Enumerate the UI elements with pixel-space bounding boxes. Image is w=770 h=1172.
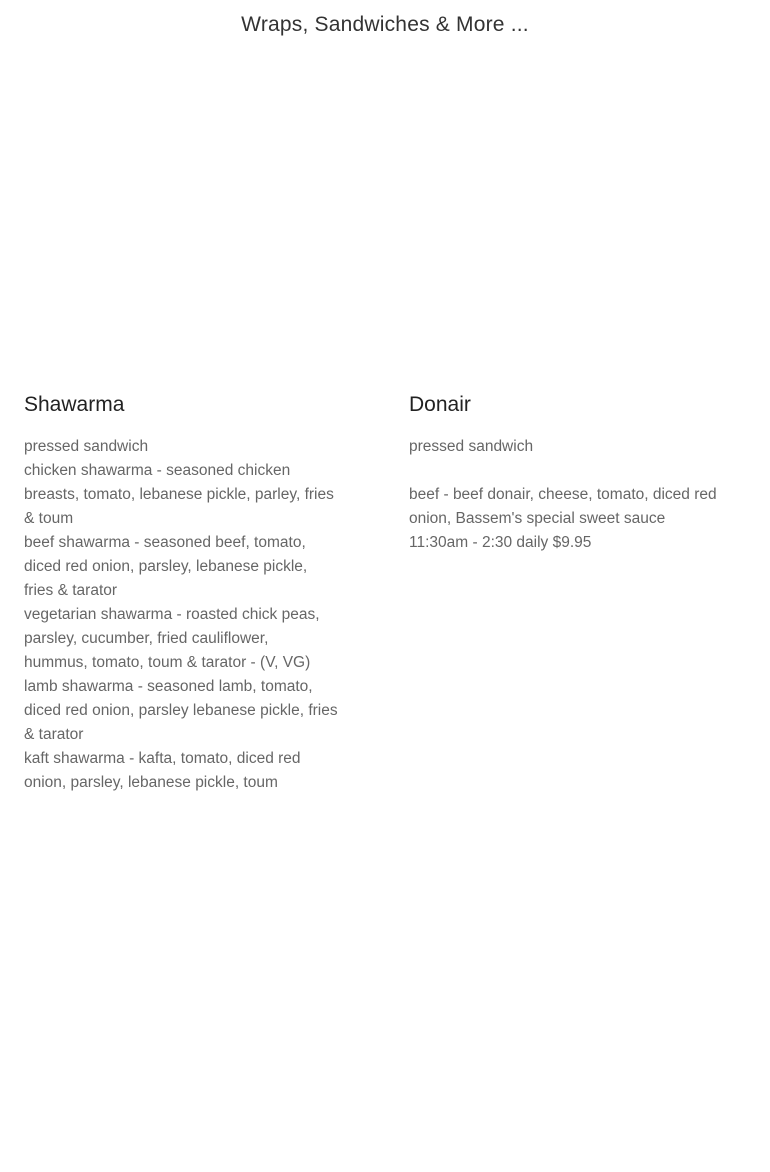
- page-title: Wraps, Sandwiches & More ...: [241, 13, 529, 36]
- donair-line: 11:30am - 2:30 daily $9.95: [409, 534, 592, 551]
- donair-line: beef - beef donair, cheese, tomato, diced red: [409, 486, 717, 503]
- shawarma-line: vegetarian shawarma - roasted chick peas,: [24, 606, 320, 623]
- shawarma-line: kaft shawarma - kafta, tomato, diced red: [24, 750, 301, 767]
- shawarma-line: parsley, cucumber, fried cauliflower,: [24, 630, 269, 647]
- shawarma-line: & tarator: [24, 726, 84, 743]
- donair-line: onion, Bassem's special sweet sauce: [409, 510, 666, 527]
- shawarma-line: & toum: [24, 510, 74, 527]
- shawarma-line: fries & tarator: [24, 582, 118, 599]
- shawarma-line: lamb shawarma - seasoned lamb, tomato,: [24, 678, 313, 695]
- shawarma-line: pressed sandwich: [24, 438, 149, 455]
- shawarma-section: [24, 390, 366, 795]
- shawarma-line: onion, parsley, lebanese pickle, toum: [24, 774, 278, 791]
- donair-section: [409, 390, 749, 555]
- donair-spacer: [409, 459, 749, 483]
- shawarma-line: breasts, tomato, lebanese pickle, parley, fries: [24, 486, 334, 503]
- shawarma-line: diced red onion, parsley lebanese pickle, fries: [24, 702, 338, 719]
- shawarma-line: beef shawarma - seasoned beef, tomato,: [24, 534, 306, 551]
- shawarma-heading: Shawarma: [24, 393, 125, 416]
- donair-line: pressed sandwich: [409, 438, 534, 455]
- shawarma-line: chicken shawarma - seasoned chicken: [24, 462, 291, 479]
- shawarma-line: hummus, tomato, toum & tarator - (V, VG): [24, 654, 311, 671]
- donair-heading: Donair: [409, 393, 471, 416]
- shawarma-line: diced red onion, parsley, lebanese pickle,: [24, 558, 308, 575]
